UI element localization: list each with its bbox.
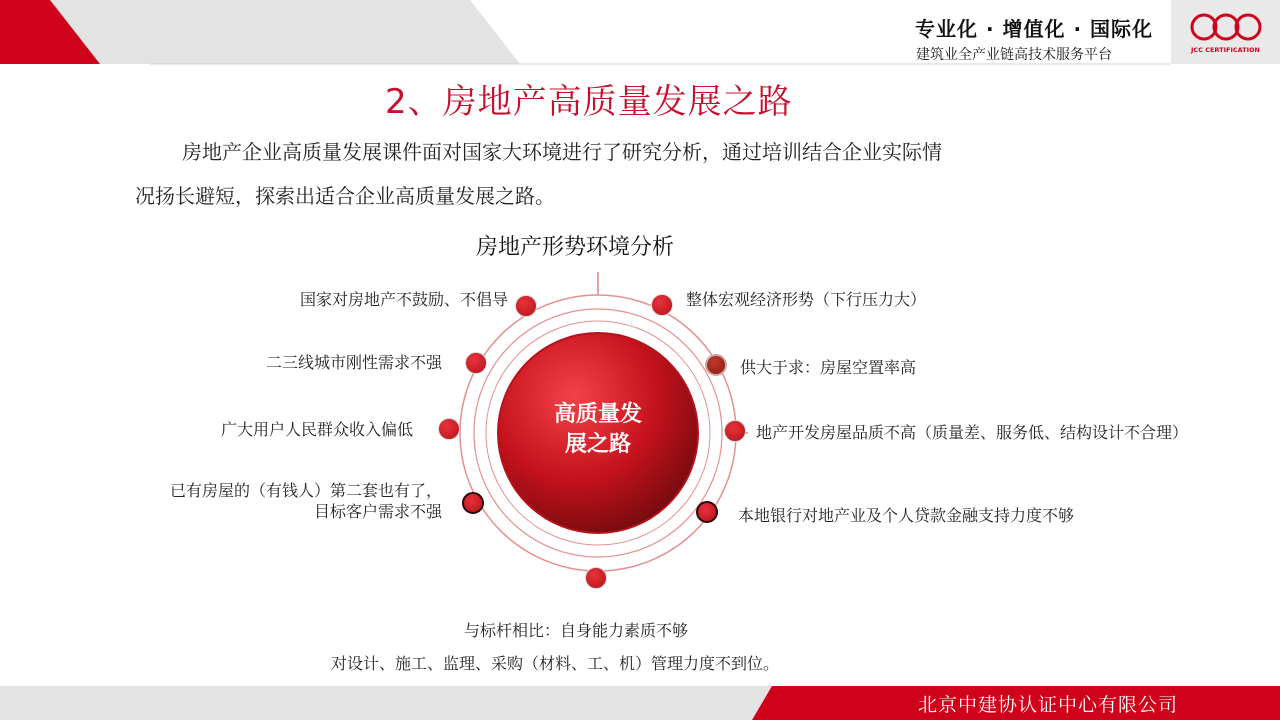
intro-paragraph-line1: 房地产企业高质量发展课件面对国家大环境进行了研究分析，通过培训结合企业实际情 [182, 140, 942, 164]
bullet-dot-right-1 [651, 294, 673, 316]
center-label-line1: 高质量发 [553, 402, 642, 427]
logo-text: JCC CERTIFICATION [1191, 46, 1260, 54]
left-item-2: 二三线城市刚性需求不强 [265, 353, 442, 372]
header-subtitle: 建筑业全产业链高技术服务平台 [916, 47, 1112, 63]
right-item-1: 整体宏观经济形势（下行压力大） [686, 290, 927, 309]
left-item-1: 国家对房地产不鼓励、不倡导 [299, 290, 508, 309]
left-item-4-line1: 已有房屋的（有钱人）第二套也有了， [169, 481, 442, 500]
bullet-dot-left-3 [438, 418, 460, 440]
intro-paragraph-line2: 况扬长避短，探索出适合企业高质量发展之路。 [135, 184, 555, 208]
bottom-item-2: 对设计、施工、监理、采购（材料、工、机）管理力度不到位。 [331, 654, 780, 673]
bullet-dot-left-4 [462, 492, 484, 514]
bullet-dot-right-4 [696, 501, 718, 523]
bullet-dot-left-2 [465, 352, 487, 374]
left-item-4-line2: 目标客户需求不强 [313, 502, 442, 521]
bullet-dot-right-3 [724, 420, 746, 442]
bullet-dot-right-2 [705, 354, 727, 376]
diagram-title: 房地产形势环境分析 [476, 235, 675, 260]
center-label [498, 400, 698, 460]
center-label-line2: 展之路 [564, 432, 631, 457]
right-item-3: 地产开发房屋品质不高（质量差、服务低、结构设计不合理） [756, 423, 1189, 442]
page-title: 2、房地产高质量发展之路 [385, 82, 793, 122]
footer-company: 北京中建协认证中心有限公司 [918, 694, 1179, 716]
left-item-3: 广大用户人民群众收入偏低 [220, 420, 413, 439]
bottom-item-1: 与标杆相比：自身能力素质不够 [464, 621, 689, 640]
bullet-dot-bottom [585, 567, 607, 589]
right-item-4: 本地银行对地产业及个人贷款金融支持力度不够 [738, 506, 1075, 525]
bullet-dot-left-1 [515, 295, 537, 317]
header-slogan: 专业化 · 增值化 · 国际化 [915, 17, 1154, 41]
right-item-2: 供大于求：房屋空置率高 [740, 358, 917, 377]
